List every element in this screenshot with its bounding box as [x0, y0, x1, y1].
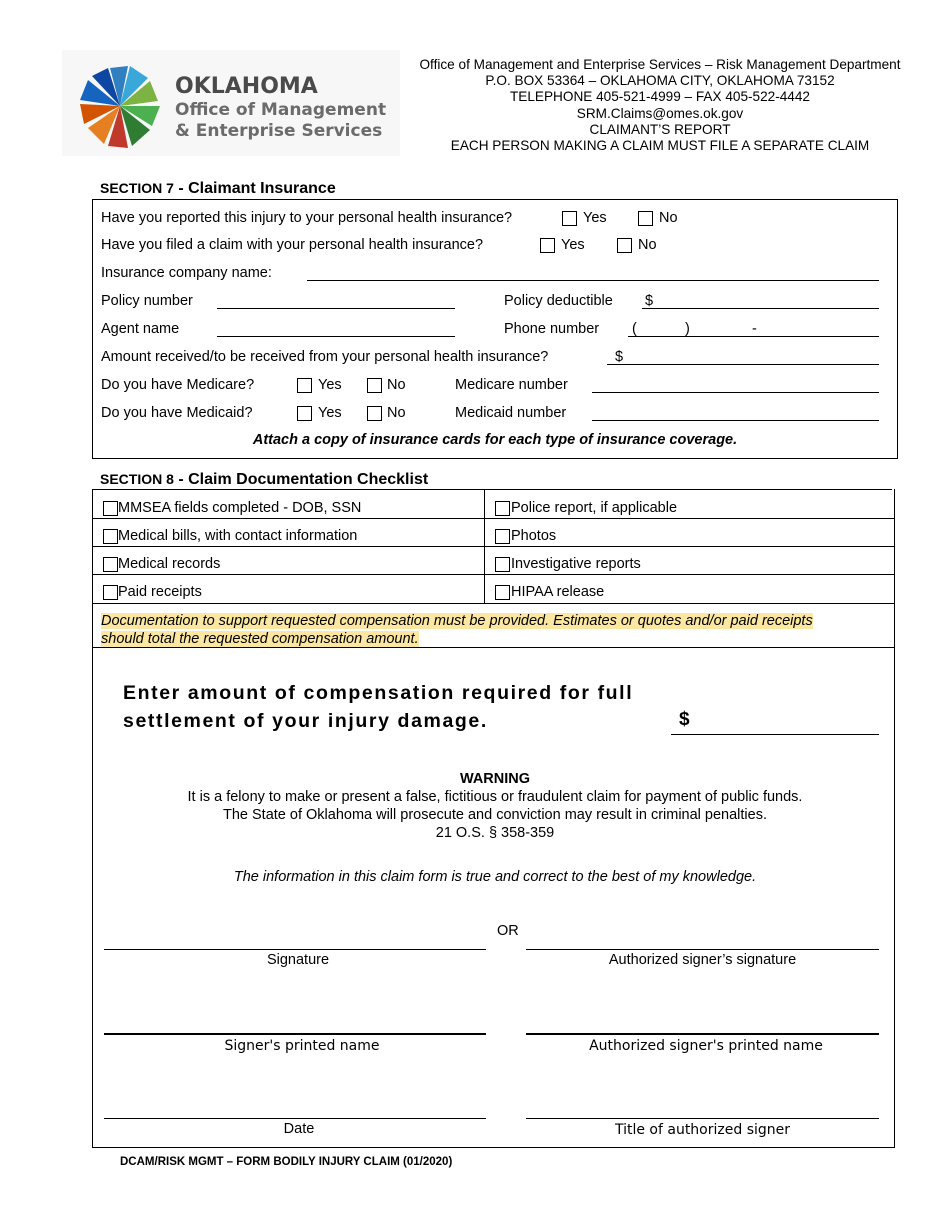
checklist-row-rule [92, 603, 895, 604]
checklist-row-rule [92, 518, 895, 519]
paid-receipts-checkbox[interactable] [103, 585, 118, 600]
checklist-row-rule [92, 546, 895, 547]
date-field[interactable] [104, 1118, 486, 1119]
auth-printed-name-field[interactable] [526, 1033, 879, 1035]
insurance-company-label: Insurance company name: [101, 265, 272, 281]
compensation-dollar-sign: $ [679, 709, 690, 730]
medicaid-number-label: Medicaid number [455, 405, 567, 421]
signature-field[interactable] [104, 949, 486, 950]
date-label: Date [283, 1121, 315, 1137]
phone-number-label: Phone number [504, 321, 600, 337]
auth-signature-label: Authorized signer’s signature [608, 952, 797, 968]
documentation-note-line-2: should total the requested compensation amount. [101, 631, 419, 647]
photos-checkbox[interactable] [495, 529, 510, 544]
section7-number: SECTION 7 [100, 180, 174, 196]
police-report-checkbox[interactable] [495, 501, 510, 516]
investigative-reports-checkbox[interactable] [495, 557, 510, 572]
q-medicaid-label: Do you have Medicaid? [101, 405, 253, 421]
policy-deductible-label: Policy deductible [504, 293, 613, 309]
hipaa-release-label: HIPAA release [511, 584, 605, 600]
header-line: EACH PERSON MAKING A CLAIM MUST FILE A SEPARATE CLAIM [450, 138, 870, 154]
medicaid-number-field[interactable] [592, 420, 879, 421]
printed-name-label: Signer's printed name [224, 1038, 380, 1054]
reported-yes-label: Yes [583, 210, 607, 226]
mmsea-label: MMSEA fields completed - DOB, SSN [118, 500, 362, 516]
documentation-note-line-1: Documentation to support requested compensation must be provided. Estimates or quotes and/or paid receipts [101, 613, 813, 629]
filed-yes-checkbox[interactable] [540, 238, 555, 253]
warning-line-2: The State of Oklahoma will prosecute and conviction may result in criminal penalties. [222, 807, 767, 823]
section8-title: - Claim Documentation Checklist [173, 471, 429, 488]
auth-title-field[interactable] [526, 1118, 879, 1119]
header-line: P.O. BOX 53364 – OKLAHOMA CITY, OKLAHOMA 73152 [485, 73, 835, 89]
attach-cards-note: Attach a copy of insurance cards for each type of insurance coverage. [252, 432, 738, 448]
medicaid-no-checkbox[interactable] [367, 406, 382, 421]
header-line: TELEPHONE 405-521-4999 – FAX 405-522-4442 [509, 89, 810, 105]
amount-dollar-sign: $ [615, 349, 624, 365]
phone-number-field[interactable] [628, 336, 879, 337]
section7-title: - Claimant Insurance [173, 180, 336, 197]
omes-logo [62, 50, 400, 156]
phone-dash: - [752, 321, 757, 337]
agent-name-field[interactable] [217, 336, 455, 337]
medicaid-yes-label: Yes [318, 405, 342, 421]
reported-no-checkbox[interactable] [638, 211, 653, 226]
auth-signature-field[interactable] [526, 949, 879, 950]
policy-number-label: Policy number [101, 293, 193, 309]
or-label: OR [497, 923, 519, 939]
form-id-footer: DCAM/RISK MGMT – FORM BODILY INJURY CLAIM (01/2020) [120, 1156, 453, 1168]
agency-header [400, 57, 920, 154]
medical-bills-checkbox[interactable] [103, 529, 118, 544]
policy-number-field[interactable] [217, 308, 455, 309]
compensation-amount-field[interactable] [671, 734, 879, 735]
documentation-note [101, 612, 813, 648]
compensation-prompt-line-2: settlement of your injury damage. [123, 710, 488, 732]
insurance-company-field[interactable] [307, 280, 879, 281]
medicare-no-label: No [387, 377, 406, 393]
medical-records-checkbox[interactable] [103, 557, 118, 572]
medicare-yes-label: Yes [318, 377, 342, 393]
logo-subtitle-1: Office of Management [175, 100, 387, 120]
oklahoma-star-logo-icon [70, 56, 170, 156]
medicare-number-field[interactable] [592, 392, 879, 393]
medicaid-yes-checkbox[interactable] [297, 406, 312, 421]
medical-records-label: Medical records [118, 556, 221, 572]
amount-received-field[interactable] [607, 364, 879, 365]
q-filed-label: Have you filed a claim with your personal health insurance? [101, 237, 484, 253]
printed-name-field[interactable] [104, 1033, 486, 1035]
medicare-number-label: Medicare number [455, 377, 568, 393]
reported-yes-checkbox[interactable] [562, 211, 577, 226]
header-line: Office of Management and Enterprise Services – Risk Management Department [419, 57, 901, 72]
q-medicare-label: Do you have Medicare? [101, 377, 255, 393]
warning-statute: 21 O.S. § 358-359 [435, 825, 555, 841]
deductible-dollar-sign: $ [645, 293, 654, 309]
signature-label: Signature [266, 952, 330, 968]
header-email[interactable]: SRM.Claims@omes.ok.gov [576, 105, 744, 121]
warning-line-1: It is a felony to make or present a false, fictitious or fraudulent claim for payment of public funds. [187, 789, 803, 805]
filed-no-checkbox[interactable] [617, 238, 632, 253]
logo-subtitle-2: & Enterprise Services [175, 121, 383, 141]
auth-title-label: Title of authorized signer [614, 1122, 791, 1138]
medicaid-no-label: No [387, 405, 406, 421]
medicare-no-checkbox[interactable] [367, 378, 382, 393]
compensation-prompt-line-1: Enter amount of compensation required for full [123, 682, 634, 704]
filed-no-label: No [638, 237, 657, 253]
mmsea-checkbox[interactable] [103, 501, 118, 516]
paid-receipts-label: Paid receipts [118, 584, 202, 600]
reported-no-label: No [659, 210, 678, 226]
checklist-divider [484, 490, 485, 604]
section8-top-rule [92, 489, 892, 490]
filed-yes-label: Yes [561, 237, 585, 253]
checklist-row-rule [92, 574, 895, 575]
medical-bills-label: Medical bills, with contact information [118, 528, 358, 544]
amount-received-label: Amount received/to be received from your personal health insurance? [101, 349, 549, 365]
section8-number: SECTION 8 [100, 471, 174, 487]
phone-area-close: ) [685, 321, 690, 337]
section8-heading [100, 471, 428, 489]
header-line: CLAIMANT’S REPORT [589, 121, 731, 137]
phone-area-open: ( [632, 321, 637, 337]
attestation-statement: The information in this claim form is true and correct to the best of my knowledge. [233, 869, 757, 885]
warning-title: WARNING [459, 771, 531, 787]
photos-label: Photos [511, 528, 557, 544]
hipaa-release-checkbox[interactable] [495, 585, 510, 600]
section7-heading [100, 180, 336, 198]
agent-name-label: Agent name [101, 321, 180, 337]
police-report-label: Police report, if applicable [511, 500, 678, 516]
medicare-yes-checkbox[interactable] [297, 378, 312, 393]
investigative-reports-label: Investigative reports [511, 556, 641, 572]
policy-deductible-field[interactable] [642, 308, 879, 309]
logo-title: OKLAHOMA [175, 74, 318, 99]
q-reported-label: Have you reported this injury to your personal health insurance? [101, 210, 513, 226]
auth-printed-name-label: Authorized signer's printed name [589, 1038, 823, 1054]
